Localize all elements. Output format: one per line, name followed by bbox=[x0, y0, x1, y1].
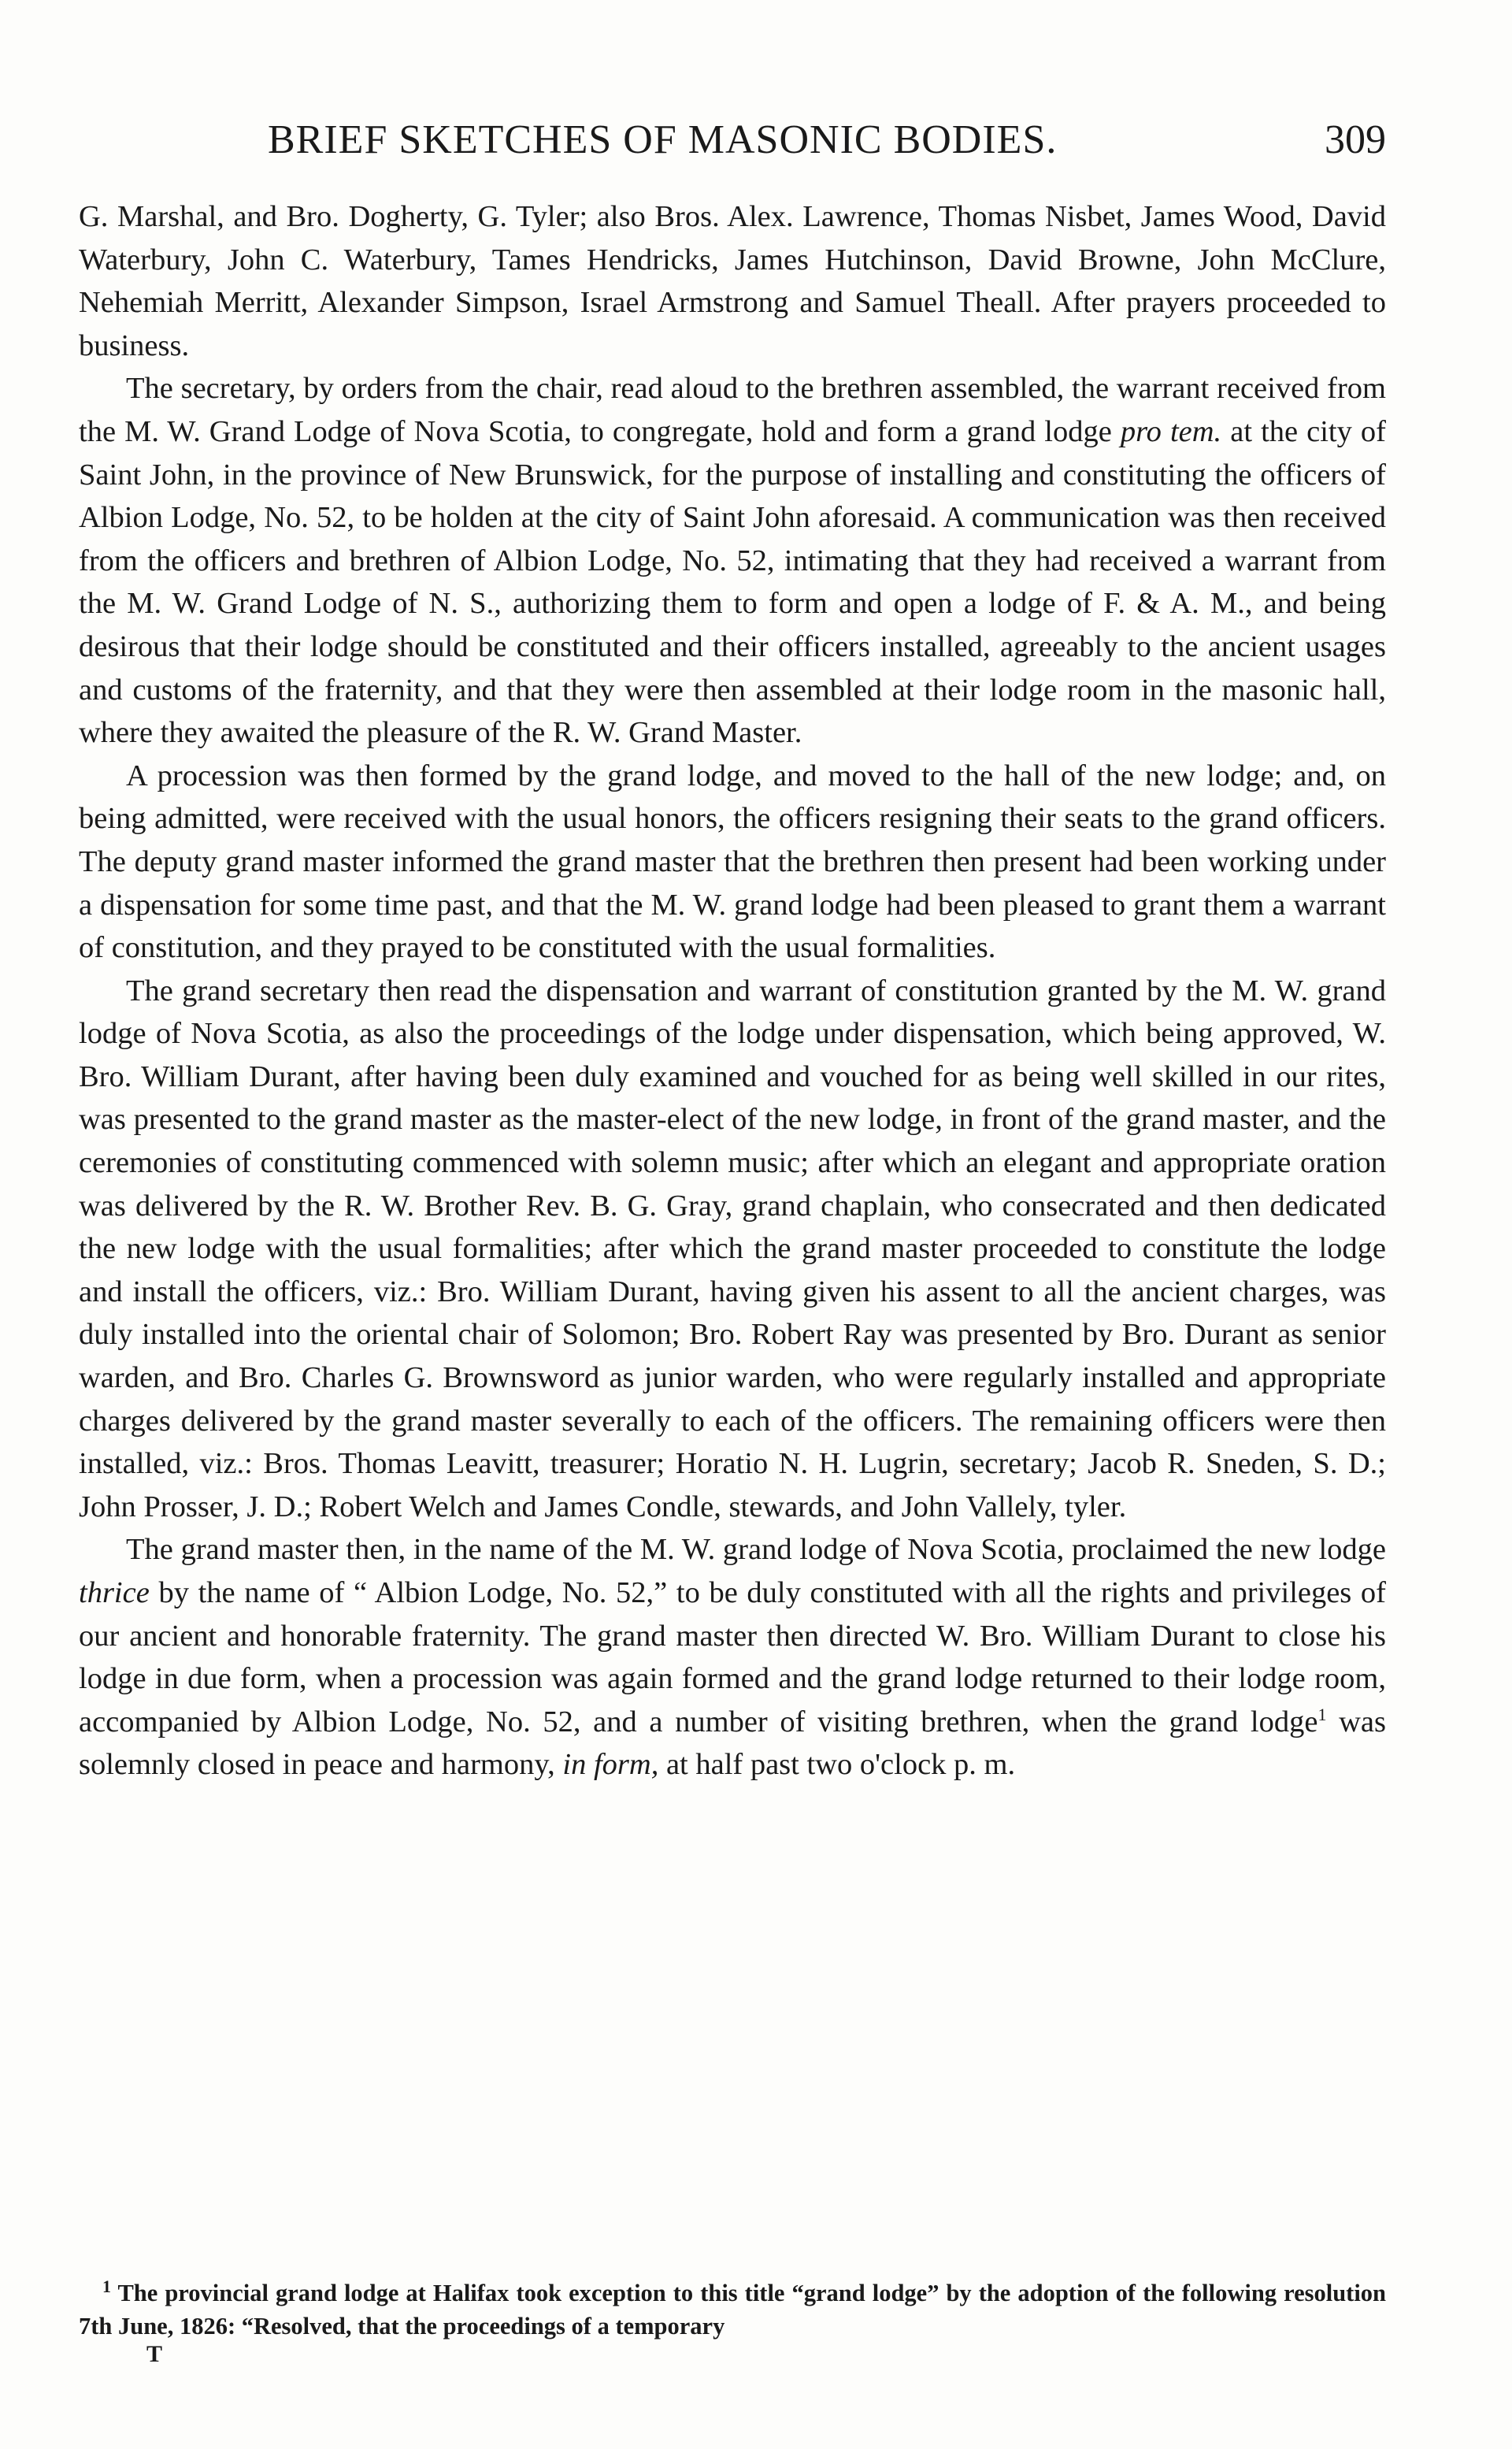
body-text bbox=[79, 195, 1386, 1787]
paragraph-5 bbox=[79, 1528, 1386, 1787]
running-header bbox=[268, 117, 1386, 172]
paragraph-1 bbox=[79, 195, 1386, 367]
page-number: 309 bbox=[1325, 117, 1386, 162]
footnote bbox=[79, 2276, 1386, 2343]
paragraph-text: A procession was then formed by the grand lodge, and moved to the hall of the new lodge; and, on being admitted, were received with the usual honors, the officers resigning their seats to the grand officers. The deputy grand master informed the grand master that the brethren then present had been working under a dispensation for some time past, and that the M. W. grand lodge had been pleased to grant them a warrant of constitution, and they prayed to be constituted with the usual formalities. bbox=[79, 759, 1386, 965]
paragraph-4 bbox=[79, 970, 1386, 1529]
footnote-text: The provincial grand lodge at Halifax took exception to this title “grand lodge” by the adoption of the following resolution 7th June, 1826: “Resolved, that the proceedings of a temporary bbox=[79, 2280, 1386, 2340]
italic-phrase: in form, bbox=[562, 1748, 659, 1782]
paragraph-2 bbox=[79, 367, 1386, 754]
footnote-paragraph bbox=[79, 2276, 1386, 2343]
signature-mark: T bbox=[146, 2341, 163, 2367]
paragraph-text: The secretary, by orders from the chair, read aloud to the brethren assembled, the warrant received from the M. W. Grand Lodge of Nova Scotia, to congregate, hold and form a grand lodge bbox=[79, 372, 1386, 448]
paragraph-text: by the name of “ Albion Lodge, No. 52,” to be duly constituted with all the rights and privileges of our ancient and honorable fraternity. The grand master then directed W. Bro. William Durant to close his lodge in due form, when a procession was again formed and the grand lodge returned to their lodge room, accompanied by Albion Lodge, No. 52, and a number of visiting brethren, when the grand lodge bbox=[79, 1576, 1386, 1738]
footnote-reference: 1 bbox=[1317, 1704, 1327, 1724]
italic-phrase: thrice bbox=[79, 1576, 150, 1609]
paragraph-text: was solemnly closed in peace and harmony, bbox=[79, 1705, 1387, 1782]
paragraph-text: G. Marshal, and Bro. Dogherty, G. Tyler; also Bros. Alex. Lawrence, Thomas Nisbet, James Wood, David Waterbury, John C. Waterbury, Tames Hendricks, James Hutchinson, David Browne, John McClure, Nehemiah Merritt, Alexander Simpson, Israel Armstrong and Samuel Theall. After prayers proceeded to business. bbox=[79, 200, 1386, 362]
paragraph-text: The grand secretary then read the dispensation and warrant of constitution granted by the M. W. grand lodge of Nova Scotia, as also the proceedings of the lodge under dispensation, which being approved, W. Bro. William Durant, after having been duly examined and vouched for as being well skilled in our rites, was presented to the grand master as the master-elect of the new lodge, in front of the grand master, and the ceremonies of constituting commenced with solemn music; after which an elegant and appropriate oration was delivered by the R. W. Brother Rev. B. G. Gray, grand chaplain, who consecrated and then dedicated the new lodge with the usual formalities; after which the grand master proceeded to constitute the lodge and install the officers, viz.: Bro. William Durant, having given his assent to all the ancient charges, was duly installed into the oriental chair of Solomon; Bro. Robert Ray was presented by Bro. Durant as senior warden, and Bro. Charles G. Brownsword as junior warden, who were regularly installed and appropriate charges delivered by the grand master severally to each of the officers. The remaining officers were then installed, viz.: Bros. Thomas Leavitt, treasurer; Horatio N. H. Lugrin, secretary; Jacob R. Sneden, S. D.; John Prosser, J. D.; Robert Welch and James Condle, stewards, and John Vallely, tyler. bbox=[79, 974, 1386, 1523]
paragraph-text: at the city of Saint John, in the province of New Brunswick, for the purpose of installing and constituting the officers of Albion Lodge, No. 52, to be holden at the city of Saint John aforesaid. A communication was then received from the officers and brethren of Albion Lodge, No. 52, intimating that they had received a warrant from the M. W. Grand Lodge of N. S., authorizing them to form and open a lodge of F. & A. M., and being desirous that their lodge should be constituted and their officers installed, agreeably to the ancient usages and customs of the fraternity, and that they were then assembled at their lodge room in the masonic hall, where they awaited the pleasure of the R. W. Grand Master. bbox=[79, 414, 1386, 750]
paragraph-text: at half past two o'clock p. m. bbox=[658, 1748, 1016, 1782]
page-title: BRIEF SKETCHES OF MASONIC BODIES. bbox=[268, 117, 1058, 162]
footnote-marker: 1 bbox=[102, 2276, 111, 2296]
italic-phrase: pro tem. bbox=[1120, 414, 1222, 448]
paragraph-3 bbox=[79, 755, 1386, 970]
paragraph-text: The grand master then, in the name of the M. W. grand lodge of Nova Scotia, proclaimed the new lodge bbox=[126, 1533, 1386, 1567]
